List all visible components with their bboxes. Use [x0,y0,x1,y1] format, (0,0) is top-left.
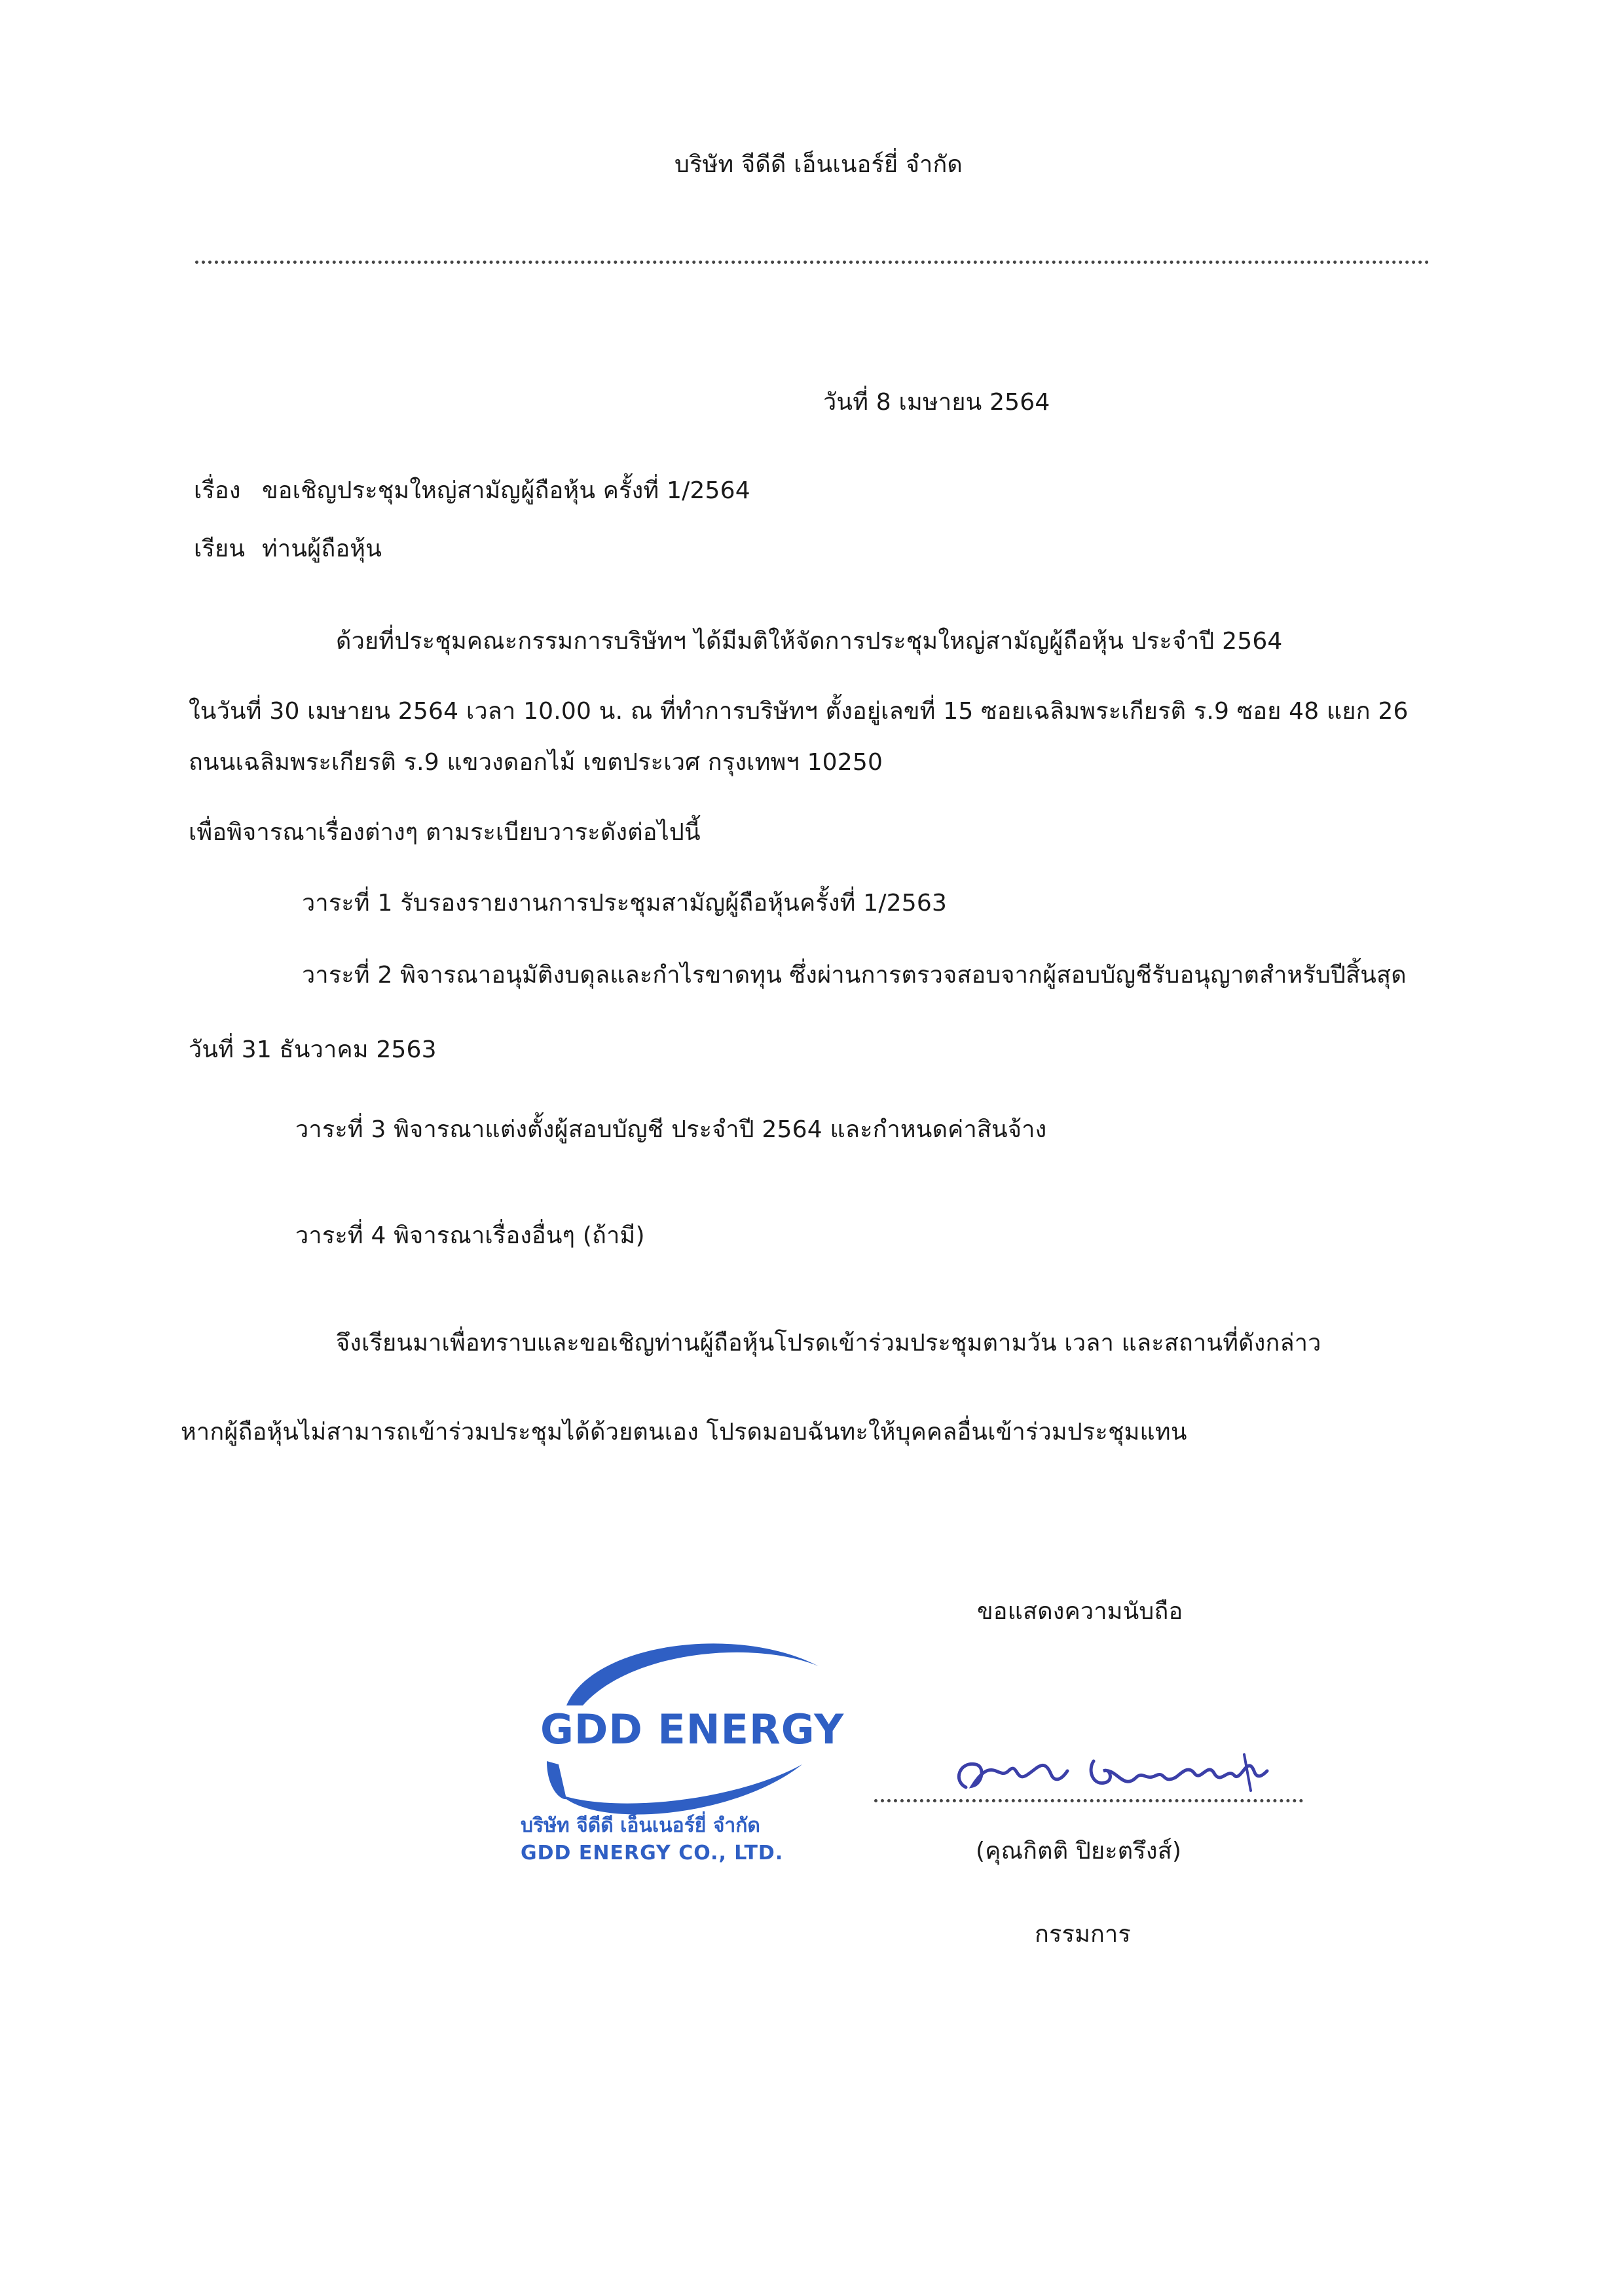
logo-thai-name: บริษัท จีดีดี เอ็นเนอร์ยี่ จำกัด [521,1814,760,1837]
body-paragraph-2: ในวันที่ 30 เมษายน 2564 เวลา 10.00 น. ณ ที่ทำการบริษัทฯ ตั้งอยู่เลขที่ 15 ซอยเฉลิมพระเกียรติ ร.9 ซอย 48 แยก 26 [189,698,1409,725]
logo-title: GDD ENERGY [540,1705,845,1753]
body-paragraph-1: ด้วยที่ประชุมคณะกรรมการบริษัทฯ ได้มีมติให้จัดการประชุมใหญ่สามัญผู้ถือหุ้น ประจำปี 2564 [336,628,1283,655]
recipient-label: เรียน [194,536,246,562]
agenda-item-4: วาระที่ 4 พิจารณาเรื่องอื่นๆ (ถ้ามี) [295,1222,645,1249]
agenda-item-2-continuation: วันที่ 31 ธันวาคม 2563 [189,1036,437,1063]
company-logo [521,1624,845,1886]
closing-paragraph-1: จึงเรียนมาเพื่อทราบและขอเชิญท่านผู้ถือหุ้นโปรดเข้าร่วมประชุมตามวัน เวลา และสถานที่ดังกล่าว [336,1330,1321,1357]
closing-paragraph-2: หากผู้ถือหุ้นไม่สามารถเข้าร่วมประชุมได้ด้วยตนเอง โปรดมอบฉันทะให้บุคคลอื่นเข้าร่วมประชุมแทน [181,1419,1187,1446]
agenda-item-3: วาระที่ 3 พิจารณาแต่งตั้งผู้สอบบัญชี ประจำปี 2564 และกำหนดค่าสินจ้าง [295,1116,1047,1143]
recipient-row [194,535,382,564]
body-paragraph-3: ถนนเฉลิมพระเกียรติ ร.9 แขวงดอกไม้ เขตประเวศ กรุงเทพฯ 10250 [189,749,883,776]
signature-line [874,1799,1303,1802]
agenda-item-1: วาระที่ 1 รับรองรายงานการประชุมสามัญผู้ถือหุ้นครั้งที่ 1/2563 [302,890,948,917]
closing-regards: ขอแสดงความนับถือ [977,1598,1183,1625]
handwritten-signature [946,1735,1300,1807]
subject-text: ขอเชิญประชุมใหญ่สามัญผู้ถือหุ้น ครั้งที่ 1/2564 [262,477,750,504]
signer-name: (คุณกิตติ ปิยะตรึงส์) [976,1838,1182,1865]
header-divider [195,261,1430,264]
company-name-heading: บริษัท จีดีดี เอ็นเนอร์ยี่ จำกัด [674,151,963,178]
body-paragraph-4: เพื่อพิจารณาเรื่องต่างๆ ตามระเบียบวาระดังต่อไปนี้ [189,819,701,846]
agenda-item-2: วาระที่ 2 พิจารณาอนุมัติงบดุลและกำไรขาดทุน ซึ่งผ่านการตรวจสอบจากผู้สอบบัญชีรับอนุญาตสำหรับปีสิ้นสุด [302,962,1407,989]
signer-title: กรรมการ [1035,1921,1131,1948]
logo-english-name: GDD ENERGY CO., LTD. [521,1842,784,1865]
subject-row [194,477,750,505]
subject-label: เรื่อง [194,477,241,504]
letter-date: วันที่ 8 เมษายน 2564 [823,389,1050,416]
recipient-text: ท่านผู้ถือหุ้น [262,536,382,562]
